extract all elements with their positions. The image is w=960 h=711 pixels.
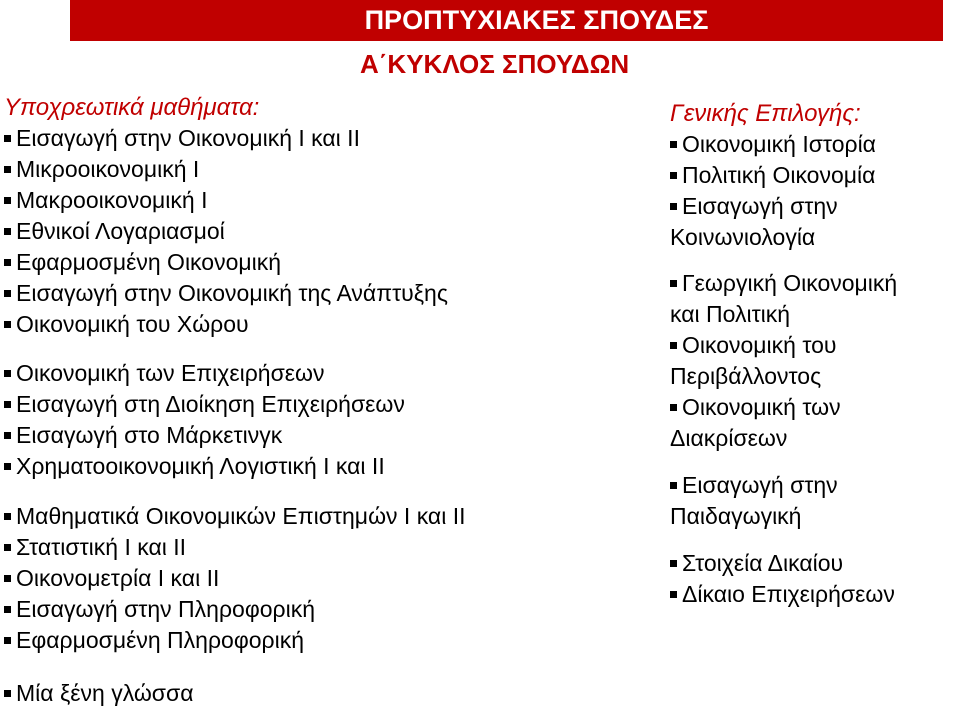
bullet-icon — [4, 513, 11, 520]
bullet-icon — [4, 197, 11, 204]
course-item — [4, 278, 644, 309]
elective-item-continuation: Περιβάλλοντος — [670, 363, 822, 389]
course-label: Χρηματοοικονομική Λογιστική Ι και ΙΙ — [16, 453, 385, 479]
bullet-icon — [4, 432, 11, 439]
elective-item — [670, 330, 960, 361]
mandatory-courses-column — [4, 92, 644, 709]
course-label: Μαθηματικά Οικονομικών Επιστημών Ι και ΙΙ — [16, 503, 466, 529]
course-label: Οικονομική του Χώρου — [16, 311, 249, 337]
bullet-icon — [4, 321, 11, 328]
spacer — [4, 656, 644, 678]
bullet-icon — [4, 370, 11, 377]
elective-item — [670, 191, 960, 222]
course-item — [4, 185, 644, 216]
elective-item — [670, 548, 960, 579]
course-label: Εισαγωγή στην — [682, 472, 838, 498]
course-label: Οικονομική Ιστορία — [682, 131, 876, 157]
page-title: ΠΡΟΠΤΥΧΙΑΚΕΣ ΣΠΟΥΔΕΣ — [364, 5, 709, 35]
bullet-icon — [4, 135, 11, 142]
elective-heading: Γενικής Επιλογής: — [670, 100, 861, 127]
bullet-icon — [4, 544, 11, 551]
course-item — [4, 123, 644, 154]
course-label: Οικονομική του — [682, 332, 837, 358]
course-label: Μακροοικονομική Ι — [16, 187, 208, 213]
course-label: Εισαγωγή στο Μάρκετινγκ — [16, 422, 283, 448]
course-item — [4, 420, 644, 451]
bullet-icon — [670, 560, 677, 567]
spacer — [670, 454, 960, 470]
bullet-icon — [4, 401, 11, 408]
elective-item — [670, 392, 960, 423]
title-bar — [70, 0, 943, 41]
course-item — [4, 247, 644, 278]
elective-item-continuation: και Πολιτική — [670, 301, 791, 327]
elective-item-continuation: Παιδαγωγική — [670, 503, 802, 529]
bullet-icon — [4, 606, 11, 613]
spacer — [670, 253, 960, 268]
spacer — [670, 532, 960, 548]
bullet-icon — [4, 228, 11, 235]
bullet-icon — [4, 166, 11, 173]
elective-item — [670, 579, 960, 610]
course-label: Εισαγωγή στην Οικονομική της Ανάπτυξης — [16, 280, 448, 306]
course-item — [4, 389, 644, 420]
course-label: Εισαγωγή στην Οικονομική Ι και ΙΙ — [16, 125, 360, 151]
elective-item — [670, 160, 960, 191]
mandatory-heading: Υποχρεωτικά μαθήματα: — [4, 94, 260, 121]
course-item — [4, 501, 644, 532]
course-item — [4, 451, 644, 482]
course-item — [4, 358, 644, 389]
course-item — [4, 563, 644, 594]
course-label: Οικονομική των — [682, 394, 841, 420]
bullet-icon — [670, 280, 677, 287]
bullet-icon — [670, 172, 677, 179]
course-item — [4, 678, 644, 709]
elective-item — [670, 129, 960, 160]
bullet-icon — [670, 482, 677, 489]
elective-item — [670, 268, 960, 299]
course-label: Εισαγωγή στην Πληροφορική — [16, 596, 316, 622]
bullet-icon — [670, 591, 677, 598]
bullet-icon — [670, 141, 677, 148]
elective-item-continuation: Διακρίσεων — [670, 425, 788, 451]
bullet-icon — [670, 342, 677, 349]
bullet-icon — [4, 259, 11, 266]
course-label: Εφαρμοσμένη Πληροφορική — [16, 627, 305, 653]
course-item — [4, 594, 644, 625]
course-label: Οικονομική των Επιχειρήσεων — [16, 360, 325, 386]
course-label: Γεωργική Οικονομική — [682, 270, 898, 296]
course-label: Στοιχεία Δικαίου — [682, 550, 844, 576]
bullet-icon — [4, 290, 11, 297]
bullet-icon — [4, 637, 11, 644]
spacer — [4, 340, 644, 358]
course-item — [4, 532, 644, 563]
bullet-icon — [4, 690, 11, 697]
spacer — [4, 482, 644, 501]
course-item — [4, 154, 644, 185]
course-label: Στατιστική Ι και ΙΙ — [16, 534, 187, 560]
course-label: Δίκαιο Επιχειρήσεων — [682, 581, 895, 607]
course-label: Εισαγωγή στη Διοίκηση Επιχειρήσεων — [16, 391, 405, 417]
course-label: Εθνικοί Λογαριασμοί — [16, 218, 225, 244]
course-label: Εισαγωγή στην — [682, 193, 838, 219]
course-item — [4, 625, 644, 656]
page-subtitle: Α΄ΚΥΚΛΟΣ ΣΠΟΥΔΩΝ — [360, 49, 630, 79]
bullet-icon — [670, 203, 677, 210]
course-label: Μικροοικονομική Ι — [16, 156, 200, 182]
course-label: Μία ξένη γλώσσα — [16, 680, 194, 706]
bullet-icon — [4, 575, 11, 582]
elective-item-continuation: Κοινωνιολογία — [670, 224, 816, 250]
course-item — [4, 216, 644, 247]
course-item — [4, 309, 644, 340]
course-label: Εφαρμοσμένη Οικονομική — [16, 249, 282, 275]
course-label: Πολιτική Οικονομία — [682, 162, 876, 188]
bullet-icon — [670, 404, 677, 411]
bullet-icon — [4, 463, 11, 470]
general-elective-column — [670, 98, 960, 610]
course-label: Οικονομετρία Ι και ΙΙ — [16, 565, 220, 591]
elective-item — [670, 470, 960, 501]
